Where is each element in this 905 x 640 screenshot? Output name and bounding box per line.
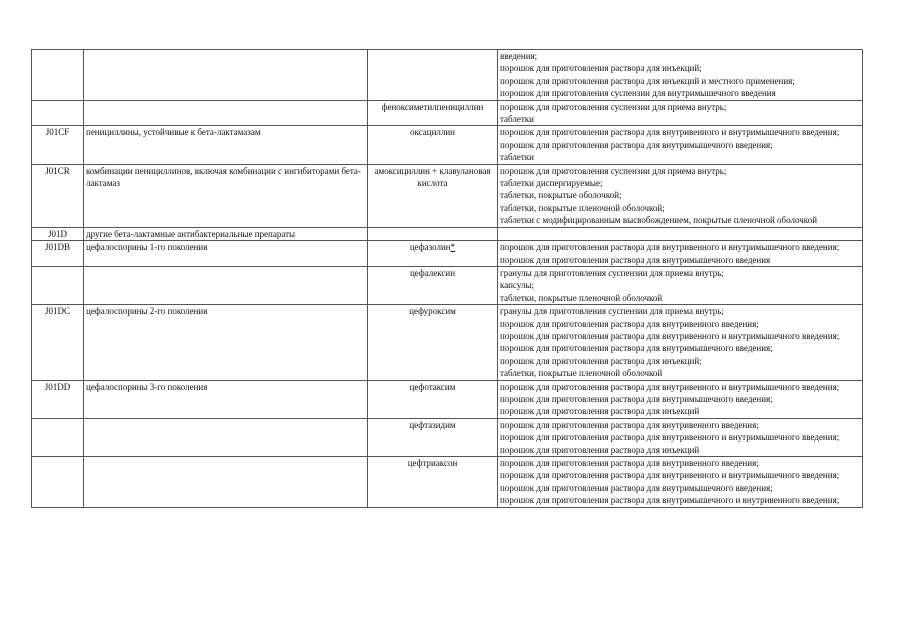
atc-code: J01DD xyxy=(44,381,71,392)
drug-name: цефотаксим xyxy=(409,381,456,392)
drug-name-cell xyxy=(368,126,498,164)
atc-code-cell xyxy=(32,457,84,508)
dosage-form-item: гранулы для приготовления суспензии для приема внутрь; xyxy=(500,267,724,278)
dosage-form-item: порошок для приготовления раствора для внутримышечного введения; xyxy=(500,139,773,150)
dosage-form-item: порошок для приготовления раствора для внутримышечного введения; xyxy=(500,482,773,493)
table-row xyxy=(32,266,863,304)
atc-code-cell xyxy=(32,164,84,227)
drug-name: цефтазидим xyxy=(409,419,456,430)
dosage-form-item: таблетки, покрытые пленочной оболочкой xyxy=(500,292,663,303)
anatomical-group-name: цефалоспорины 2-го поколения xyxy=(86,306,208,317)
drug-name-cell xyxy=(368,418,498,456)
atc-code-cell xyxy=(32,227,84,240)
dosage-form-item: порошок для приготовления раствора для внутривенного и внутримышечного введения; xyxy=(500,381,840,392)
dosage-form-item: таблетки, покрытые пленочной оболочкой; xyxy=(500,202,665,213)
dosage-forms-cell xyxy=(498,380,863,418)
table-body xyxy=(32,50,863,508)
dosage-form-item: порошок для приготовления суспензии для приема внутрь; xyxy=(500,101,727,112)
drug-name: цефазолин xyxy=(409,242,451,253)
anatomical-group-cell xyxy=(84,457,368,508)
drug-name: феноксиметилпенициллин xyxy=(381,101,484,112)
table-row xyxy=(32,305,863,380)
dosage-form-item: капсулы; xyxy=(500,280,534,291)
drug-list-table xyxy=(31,49,863,508)
atc-code: J01D xyxy=(47,228,67,239)
dosage-form-item: порошок для приготовления раствора для внутривенного и внутримышечного введения; xyxy=(500,432,840,443)
dosage-form-item: порошок для приготовления раствора для внутривенного и внутримышечного введения; xyxy=(500,470,840,481)
atc-code: J01DC xyxy=(44,306,70,317)
dosage-form-item: порошок для приготовления раствора для внутривенного и внутримышечного введения; xyxy=(500,127,840,138)
atc-code-cell xyxy=(32,100,84,126)
anatomical-group-name: комбинации пенициллинов, включая комбинации с ингибиторами бета-лактамаз xyxy=(86,165,361,189)
dosage-form-item: порошок для приготовления раствора для инъекций xyxy=(500,444,700,455)
table-row xyxy=(32,100,863,126)
dosage-form-item: порошок для приготовления раствора для внутривенного введения; xyxy=(500,419,759,430)
table-row xyxy=(32,241,863,267)
anatomical-group-cell xyxy=(84,266,368,304)
drug-name-cell xyxy=(368,227,498,240)
drug-name: оксациллин xyxy=(410,127,455,138)
dosage-form-item: введения; xyxy=(500,51,538,61)
dosage-form-item: порошок для приготовления раствора для инъекций и местного применения; xyxy=(500,75,795,86)
drug-name-cell xyxy=(368,100,498,126)
atc-code-cell xyxy=(32,305,84,380)
dosage-form-item: порошок для приготовления раствора для внутривенного и внутримышечного введения; xyxy=(500,330,840,341)
dosage-forms-cell xyxy=(498,305,863,380)
dosage-form-item: порошок для приготовления раствора для инъекций; xyxy=(500,63,702,74)
atc-code: J01DB xyxy=(44,242,70,253)
anatomical-group-name: другие бета-лактамные антибактериальные препараты xyxy=(86,228,296,239)
atc-code-cell xyxy=(32,126,84,164)
drug-name-cell xyxy=(368,241,498,267)
dosage-forms-cell xyxy=(498,50,863,101)
table-row xyxy=(32,50,863,101)
anatomical-group-cell xyxy=(84,418,368,456)
dosage-forms-cell xyxy=(498,126,863,164)
atc-code-cell xyxy=(32,380,84,418)
anatomical-group-cell xyxy=(84,100,368,126)
drug-name-cell xyxy=(368,380,498,418)
atc-code-cell xyxy=(32,50,84,101)
dosage-forms-cell xyxy=(498,227,863,240)
dosage-form-item: таблетки, покрытые пленочной оболочкой xyxy=(500,368,663,379)
table-row xyxy=(32,418,863,456)
dosage-form-item: порошок для приготовления раствора для внутривенного и внутримышечного введения; xyxy=(500,242,840,253)
atc-code-cell xyxy=(32,418,84,456)
dosage-form-item: гранулы для приготовления суспензии для приема внутрь; xyxy=(500,306,724,317)
anatomical-group-cell xyxy=(84,227,368,240)
anatomical-group-cell xyxy=(84,305,368,380)
anatomical-group-cell xyxy=(84,380,368,418)
anatomical-group-cell xyxy=(84,241,368,267)
anatomical-group-cell xyxy=(84,50,368,101)
dosage-forms-cell xyxy=(498,164,863,227)
drug-name-cell xyxy=(368,266,498,304)
dosage-form-item: таблетки xyxy=(500,152,535,163)
dosage-form-item: порошок для приготовления раствора для инъекций xyxy=(500,406,700,417)
drug-name: амоксициллин + клавулановая кислота xyxy=(374,165,491,189)
anatomical-group-cell xyxy=(84,126,368,164)
anatomical-group-name: цефалоспорины 3-го поколения xyxy=(86,381,208,392)
atc-code-cell xyxy=(32,241,84,267)
drug-name: цефтриаксон xyxy=(407,458,458,468)
dosage-form-item: порошок для приготовления раствора для внутримышечного и внутривенного введения; xyxy=(500,495,840,506)
dosage-form-item: таблетки диспергируемые; xyxy=(500,178,603,189)
anatomical-group-name: цефалоспорины 1-го поколения xyxy=(86,242,208,253)
dosage-form-item: порошок для приготовления раствора для внутривенного введения; xyxy=(500,458,759,468)
table-row xyxy=(32,380,863,418)
drug-name-cell xyxy=(368,457,498,508)
atc-code: J01CF xyxy=(45,127,70,138)
atc-code-cell xyxy=(32,266,84,304)
dosage-forms-cell xyxy=(498,241,863,267)
drug-name: цефалексин xyxy=(409,267,456,278)
dosage-forms-cell xyxy=(498,266,863,304)
drug-name-cell xyxy=(368,164,498,227)
dosage-form-item: порошок для приготовления раствора для инъекций; xyxy=(500,355,702,366)
drug-name-cell xyxy=(368,50,498,101)
dosage-form-item: таблетки xyxy=(500,114,535,125)
dosage-forms-cell xyxy=(498,100,863,126)
dosage-form-item: таблетки с модифицированным высвобождением, покрытые пленочной оболочкой xyxy=(500,215,818,226)
dosage-forms-cell xyxy=(498,418,863,456)
anatomical-group-cell xyxy=(84,164,368,227)
anatomical-group-name: пенициллины, устойчивые к бета-лактамазам xyxy=(86,127,261,138)
drug-name-cell xyxy=(368,305,498,380)
dosage-form-item: таблетки, покрытые оболочкой; xyxy=(500,190,622,201)
table-row xyxy=(32,457,863,508)
dosage-form-item: порошок для приготовления раствора для внутривенного введения; xyxy=(500,318,759,329)
dosage-forms-cell xyxy=(498,457,863,508)
dosage-form-item: порошок для приготовления раствора для внутримышечного введения; xyxy=(500,393,773,404)
dosage-form-item: порошок для приготовления суспензии для приема внутрь; xyxy=(500,165,727,176)
drug-footnote-mark: * xyxy=(450,242,456,253)
table-row xyxy=(32,227,863,240)
dosage-form-item: порошок для приготовления суспензии для внутримышечного введения xyxy=(500,88,776,99)
table-row xyxy=(32,126,863,164)
atc-code: J01CR xyxy=(45,165,70,176)
table-row xyxy=(32,164,863,227)
drug-name: цефуроксим xyxy=(409,306,456,317)
dosage-form-item: порошок для приготовления раствора для внутримышечного введения xyxy=(500,254,771,265)
dosage-form-item: порошок для приготовления раствора для внутримышечного введения; xyxy=(500,343,773,354)
